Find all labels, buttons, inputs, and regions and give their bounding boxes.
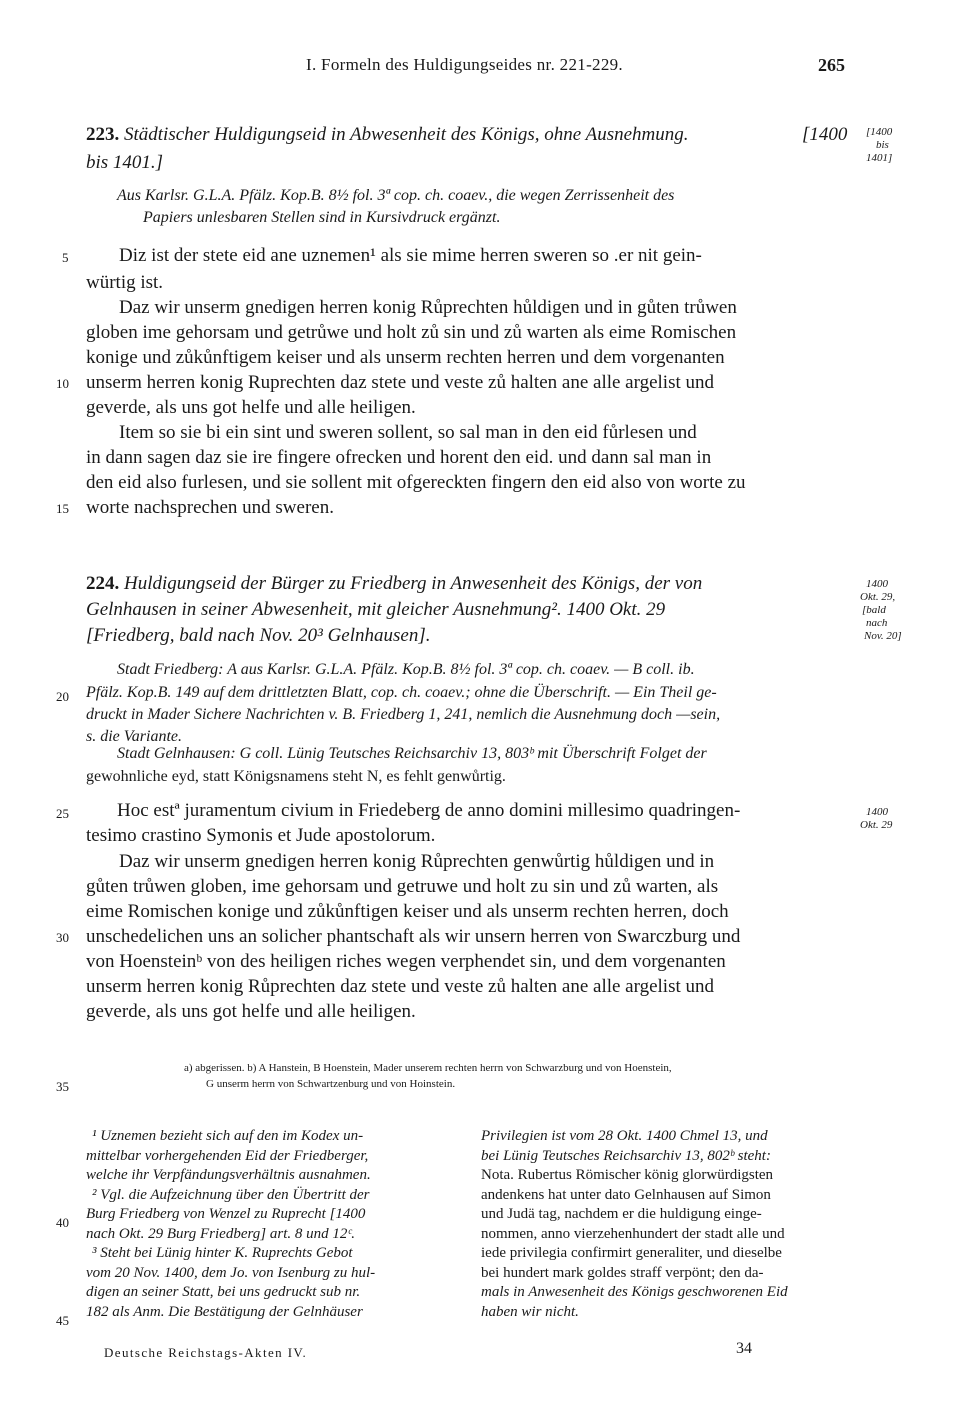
doc223-source-1: Aus Karlsr. G.L.A. Pfälz. Kop.B. 8½ fol. 3ª cop. ch. coaev., die wegen Zerrissenheit des — [117, 187, 675, 204]
footnote-line: bei Lünig Teutsches Reichsarchiv 13, 802ᵇ steht: — [481, 1147, 771, 1164]
footnote-line: mals in Anwesenheit des Königs geschworenen Eid — [481, 1284, 788, 1300]
series-title: Deutsche Reichstags-Akten IV. — [104, 1345, 308, 1360]
doc223-title-date-1: [1400 — [802, 124, 848, 145]
line-number: 15 — [56, 501, 69, 516]
footnote-line: iede privilegia confirmirt generaliter, und dieselbe — [481, 1245, 782, 1261]
doc224-text-line: Daz wir unserm gnedigen herren konig Růprechten genwůrtig hůldigen und in — [119, 851, 715, 872]
doc223-text-line: würtig ist. — [86, 272, 164, 293]
doc223-text-line: geverde, als uns got helfe und alle heiligen. — [86, 397, 416, 418]
doc223-text-line: konige und zůkůnftigem keiser und als unserm rechten herren und dem vorgenanten — [86, 347, 725, 368]
doc224-text-line: eime Romischen konige und zůkůnftigen keiser und als unserm rechten herren, doch — [86, 901, 729, 922]
doc224-source-line: gewohnliche eyd, statt Königsnamens steht N, es fehlt genwůrtig. — [86, 768, 506, 785]
variant-note: a) abgerissen. b) A Hanstein, B Hoenstein, Mader unserem rechten herrn von Schwarzburg und von Hoenstein, — [184, 1062, 672, 1074]
doc224-text-line: unschedelichen uns an solicher phantschaft als wir unsern herren von Swarczburg und — [86, 926, 741, 947]
doc224-title-1: Huldigungseid der Bürger zu Friedberg in Anwesenheit des Königs, der von — [124, 573, 703, 594]
doc224-source-line: Stadt Friedberg: A aus Karlsr. G.L.A. Pfälz. Kop.B. 8½ fol. 3ª cop. ch. coaev. — B coll. ib. — [117, 661, 695, 678]
line-number: 40 — [56, 1215, 69, 1230]
doc224-margin-date-2: 1400 Okt. 29 — [860, 806, 893, 831]
doc224-number: 224. — [86, 573, 120, 594]
doc224-title-3: [Friedberg, bald nach Nov. 20³ Gelnhausen]. — [86, 625, 431, 646]
doc223-margin-date: [1400 bis 1401] — [866, 126, 893, 164]
footnote-line: welche ihr Verpfändungsverhältnis ausnahmen. — [86, 1167, 371, 1183]
running-title: I. Formeln des Huldigungseides nr. 221-229. — [306, 55, 623, 74]
doc223-text-line: unserm herren konig Ruprechten daz stete und veste zů halten ane alle argelist und — [86, 372, 715, 393]
doc224-text-line: Hoc estª juramentum civium in Friedeberg de anno domini millesimo quadringen- — [117, 800, 741, 821]
variant-note: G unserm herrn von Schwartzenburg und von Hoinstein. — [206, 1078, 456, 1090]
footnote-line: und Judä tag, nachdem er die huldigung einge- — [481, 1206, 762, 1222]
doc224-margin-date: 1400 Okt. 29, [bald nach Nov. 20] — [860, 578, 902, 642]
doc224-text-line: gůten trůwen globen, ime gehorsam und getruwe und holt zu sin und zů warten, als — [86, 876, 719, 897]
doc223-text-line: worte nachsprechen und sweren. — [86, 497, 334, 518]
footnote-line: Burg Friedberg von Wenzel zu Ruprecht [1400 — [86, 1206, 366, 1222]
footnotes-right — [481, 1127, 861, 1322]
doc223-text-line: in dann sagen daz sie ire fingere ofrecken und horent den eid. und dann sal man in — [86, 447, 712, 468]
footnote-line: Privilegien ist vom 28 Okt. 1400 Chmel 13, und — [481, 1128, 768, 1144]
footnote-line: mittelbar vorhergehenden Eid der Friedberger, — [86, 1147, 369, 1164]
doc223-text-line: globen ime gehorsam und getrůwe und holt zů sin und zů warten als eime Romischen — [86, 322, 737, 343]
footnote-line: haben wir nicht. — [481, 1303, 579, 1320]
line-number: 25 — [56, 806, 69, 821]
footnotes-left — [86, 1127, 456, 1322]
page-number: 265 — [818, 55, 845, 75]
doc224-source-line: druckt in Mader Sichere Nachrichten v. B. Friedberg 1, 241, nemlich die Ausnehmung doch —sein, — [86, 706, 721, 723]
footnote-line: nach Okt. 29 Burg Friedberg] art. 8 und 12ᶜ. — [86, 1225, 356, 1242]
line-number: 35 — [56, 1079, 69, 1094]
sheet-signature: 34 — [736, 1340, 752, 1357]
doc224-text-line: tesimo crastino Symonis et Jude apostolorum. — [86, 825, 436, 846]
line-number: 5 — [62, 250, 69, 265]
line-number: 45 — [56, 1313, 69, 1328]
doc223-title-2: bis 1401.] — [86, 152, 164, 173]
doc223-text-line: Diz ist der stete eid ane uznemen¹ als sie mime herren sweren so .er nit gein- — [119, 245, 702, 266]
footnote-line: ¹ Uznemen bezieht sich auf den im Kodex un- — [92, 1128, 364, 1144]
doc224-source-line: s. die Variante. — [86, 728, 182, 745]
doc224-text-line: von Hoensteinᵇ von des heiligen riches wegen verphendet sin, und dem vorgenanten — [86, 951, 726, 972]
doc224-text-line: geverde, als uns got helfe und alle heiligen. — [86, 1001, 416, 1022]
footnote-line: bei hundert mark goldes straff verpönt; den da- — [481, 1264, 764, 1281]
doc223-heading-line1 — [86, 124, 838, 146]
footnote-line: ² Vgl. die Aufzeichnung über den Übertritt der — [92, 1186, 370, 1203]
footnote-line: andenkens hat unter dato Gelnhausen auf Simon — [481, 1186, 771, 1203]
doc223-text-line: den eid also furlesen, und sie sollent mit ofgereckten fingern den eid also von worte zu — [86, 472, 746, 493]
doc224-source-line: Pfälz. Kop.B. 149 auf dem drittletzten Blatt, cop. ch. coaev.; ohne die Überschrift. — Ein Theil ge- — [86, 684, 717, 701]
doc224-heading-line1 — [86, 573, 702, 595]
doc224-title-2: Gelnhausen in seiner Abwesenheit, mit gleicher Ausnehmung². 1400 Okt. 29 — [86, 599, 666, 620]
line-number: 20 — [56, 689, 69, 704]
footnote-line: digen an seiner Statt, bei uns gedruckt sub nr. — [86, 1284, 361, 1300]
doc223-text-line: Item so sie bi ein sint und sweren sollent, so sal man in den eid fůrlesen und — [119, 422, 697, 443]
footnote-line: Nota. Rubertus Römischer könig glorwürdigsten — [481, 1167, 774, 1183]
line-number: 30 — [56, 930, 69, 945]
doc223-number: 223. — [86, 124, 120, 145]
doc223-source-2: Papiers unlesbaren Stellen sind in Kursivdruck ergänzt. — [143, 209, 501, 226]
footnote-line: vom 20 Nov. 1400, dem Jo. von Isenburg zu hul- — [86, 1264, 376, 1281]
doc224-text-line: unserm herren konig Růprechten daz stete und veste zů halten ane alle argelist und — [86, 976, 715, 997]
doc224-source-line: Stadt Gelnhausen: G coll. Lünig Teutsches Reichsarchiv 13, 803ᵇ mit Überschrift Folget der — [117, 745, 707, 762]
footnote-line: nommen, anno vierzehenhundert der stadt alle und — [481, 1225, 785, 1242]
footnote-line: ³ Steht bei Lünig hinter K. Ruprechts Gebot — [92, 1245, 353, 1261]
doc223-title-1: Städtischer Huldigungseid in Abwesenheit des Königs, ohne Ausnehmung. — [124, 124, 689, 145]
footnote-line: 182 als Anm. Die Bestätigung der Gelnhäuser — [86, 1303, 363, 1320]
doc223-text-line: Daz wir unserm gnedigen herren konig Růprechten hůldigen und in gůten trůwen — [119, 297, 737, 318]
line-number: 10 — [56, 376, 69, 391]
